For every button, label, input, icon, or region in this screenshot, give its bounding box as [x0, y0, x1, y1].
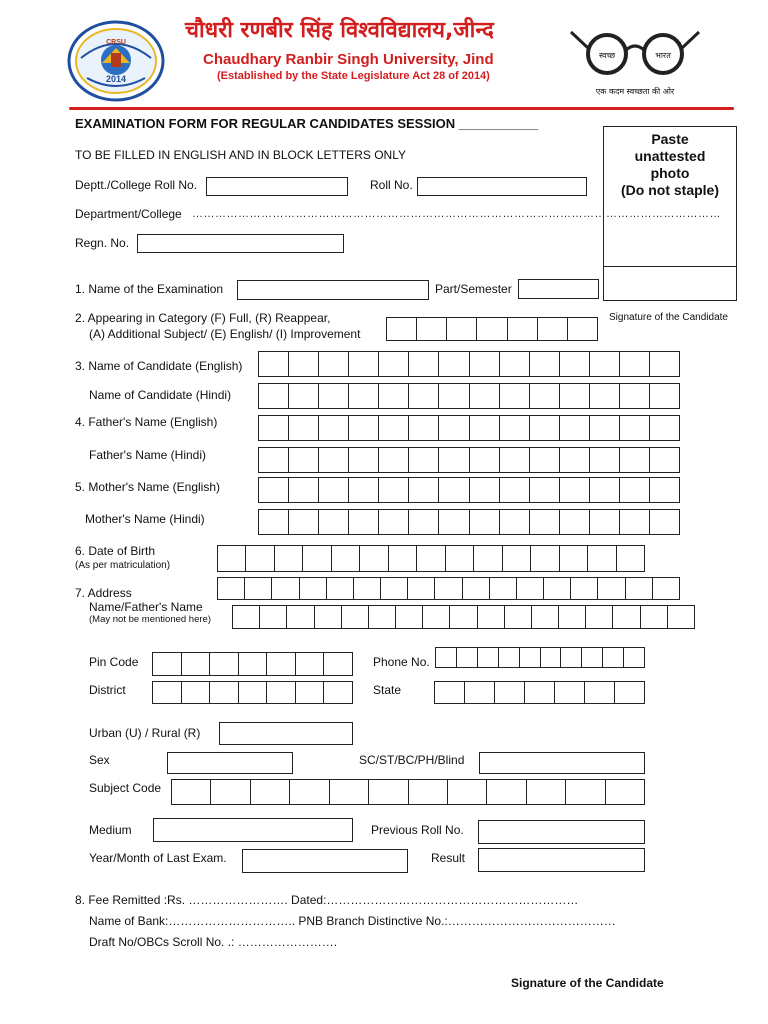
roll-no-label: Roll No. — [370, 178, 413, 192]
mother-english-cells[interactable] — [258, 477, 680, 503]
department-label: Department/College — [75, 207, 182, 221]
university-name-hindi: चौधरी रणबीर सिंह विश्वविद्यालय,जीन्द — [185, 18, 494, 43]
form-instruction: TO BE FILLED IN ENGLISH AND IN BLOCK LETTERS ONLY — [75, 148, 406, 162]
address-cells-row2[interactable] — [232, 605, 695, 629]
photo-signature-divider — [603, 266, 737, 267]
dob-cells[interactable] — [217, 545, 645, 572]
subject-code-label: Subject Code — [89, 781, 162, 795]
photo-instruction — [603, 131, 737, 199]
mother-hindi-cells[interactable] — [258, 509, 680, 535]
university-logo — [67, 20, 165, 102]
swachh-tagline: एक कदम स्वच्छता की ओर — [595, 87, 675, 96]
regn-no-input[interactable] — [137, 234, 344, 253]
state-cells[interactable] — [434, 681, 645, 704]
medium-label: Medium — [89, 823, 132, 837]
header-divider — [69, 107, 734, 110]
swachh-left-text: स्वच्छ — [598, 51, 616, 60]
bank-name-line[interactable]: Name of Bank:………………………….. PNB Branch Distinctive No.:…………………………………… — [89, 914, 616, 928]
swachh-bharat-logo — [565, 20, 705, 102]
regn-no-label: Regn. No. — [75, 236, 130, 250]
father-hindi-cells[interactable] — [258, 447, 680, 473]
previous-roll-input[interactable] — [478, 820, 645, 844]
mother-english-label: 5. Mother's Name (English) — [75, 480, 221, 494]
pin-code-cells[interactable] — [152, 652, 353, 676]
sex-input[interactable] — [167, 752, 293, 774]
photo-line-2: unattested — [634, 148, 706, 164]
exam-name-label: 1. Name of the Examination — [75, 282, 224, 296]
photo-line-3: photo — [650, 165, 690, 181]
state-label: State — [373, 683, 402, 697]
candidate-english-label: 3. Name of Candidate (English) — [75, 359, 243, 373]
swachh-right-text: भारत — [655, 51, 671, 60]
category-sc-input[interactable] — [479, 752, 645, 774]
candidate-hindi-label: Name of Candidate (Hindi) — [89, 388, 232, 402]
pin-code-label: Pin Code — [89, 655, 139, 669]
address-label: 7. Address — [75, 586, 132, 600]
medium-input[interactable] — [153, 818, 353, 842]
photo-signature-label: Signature of the Candidate — [609, 312, 728, 323]
form-heading: EXAMINATION FORM FOR REGULAR CANDIDATES SESSION ___________ — [75, 116, 539, 131]
category-cells[interactable] — [386, 317, 598, 341]
photo-line-1: Paste — [651, 131, 689, 147]
father-english-cells[interactable] — [258, 415, 680, 441]
logo-initials: CRSU — [106, 39, 126, 46]
college-roll-label: Deptt./College Roll No. — [75, 178, 198, 192]
last-exam-input[interactable] — [242, 849, 408, 873]
established-note: (Established by the State Legislature Act 28 of 2014) — [217, 70, 490, 82]
urban-rural-input[interactable] — [219, 722, 353, 745]
draft-no-line[interactable]: Draft No/OBCs Scroll No. .: ……………………. — [89, 935, 338, 949]
department-dotted-line[interactable]: ………………………………………………………………………………………………………………………… — [192, 208, 721, 220]
mother-hindi-label: Mother's Name (Hindi) — [85, 512, 205, 526]
category-label-line2: (A) Additional Subject/ (E) English/ (I) Improvement — [89, 327, 361, 341]
university-name-english: Chaudhary Ranbir Singh University, Jind — [203, 51, 494, 68]
phone-no-cells[interactable] — [435, 647, 645, 668]
previous-roll-label: Previous Roll No. — [371, 823, 464, 837]
sex-label: Sex — [89, 753, 110, 767]
bottom-signature-label: Signature of the Candidate — [511, 976, 664, 990]
roll-no-input[interactable] — [417, 177, 587, 196]
part-semester-label: Part/Semester — [435, 282, 512, 296]
photo-line-4: (Do not staple) — [621, 182, 719, 198]
address-name-label: Name/Father's Name — [89, 600, 203, 614]
father-hindi-label: Father's Name (Hindi) — [89, 448, 206, 462]
exam-name-input[interactable] — [237, 280, 429, 300]
subject-code-cells[interactable] — [171, 779, 645, 805]
category-label-line1: 2. Appearing in Category (F) Full, (R) Reappear, — [75, 311, 331, 325]
address-name-note: (May not be mentioned here) — [89, 614, 211, 625]
last-exam-label: Year/Month of Last Exam. — [89, 851, 227, 865]
category-sc-label: SC/ST/BC/PH/Blind — [359, 753, 465, 767]
result-label: Result — [431, 851, 466, 865]
college-roll-input[interactable] — [206, 177, 348, 196]
candidate-english-cells[interactable] — [258, 351, 680, 377]
dob-note: (As per matriculation) — [75, 560, 171, 571]
address-cells-row1[interactable] — [217, 577, 680, 600]
district-cells[interactable] — [152, 681, 353, 704]
father-english-label: 4. Father's Name (English) — [75, 415, 218, 429]
candidate-hindi-cells[interactable] — [258, 383, 680, 409]
dob-label: 6. Date of Birth — [75, 544, 156, 558]
fee-remitted-line[interactable]: 8. Fee Remitted :Rs. ……………………. Dated:……………………………………………………… — [75, 893, 579, 907]
part-semester-input[interactable] — [518, 279, 599, 299]
result-input[interactable] — [478, 848, 645, 872]
phone-no-label: Phone No. — [373, 655, 430, 669]
urban-rural-label: Urban (U) / Rural (R) — [89, 726, 201, 740]
district-label: District — [89, 683, 126, 697]
logo-year: 2014 — [105, 74, 127, 84]
